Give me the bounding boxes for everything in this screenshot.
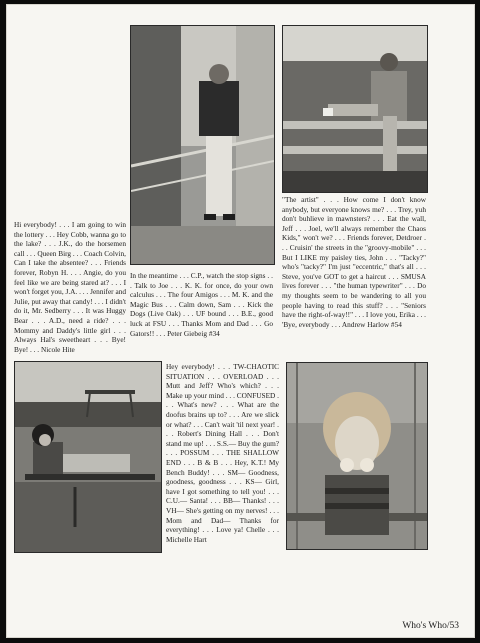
photo-andrew-harlow [282, 25, 428, 193]
blurb-andrew-harlow: "The artist" . . . How come I don't know anybody, but everyone knows me? . . . Trey, yuh don't buhlieve in mawnsters? . . . Eat the wall, Jeff . . . Joel, we'll always remember the Chaos Kids," won't we? . . . Friends forever, Detdroer . . . Cruisin' the streets in the "groovy-mobile" . . . But I LIKE my paisley ties, John . . . "Tacky?" who's "tacky?" I'm just "eccentric," that's all . . . Steve, you've GOT to get a haircut . . . SMUSA lives forever . . . "the human typewriter" . . . Do my thoughts seem to be wandering to all you people having to read this stuff? . . . "Seniors have the right-of-way!!" . . . I love you, Erika . . . 'Bye, everybody . . . Andrew Harlow #54 [282, 195, 426, 329]
yearbook-page [6, 4, 475, 638]
page-footer: Who's Who/53 [402, 621, 459, 631]
photo-michelle-hart-image [287, 363, 427, 549]
blurb-michelle-hart: Hey everybody! . . . TW-CHAOTIC SITUATION . . . OVERLOAD . . . Mutt and Jeff? Who's which? . . . Make up your mind . . . CONFUSED . . . What's new? . . . What are the doofus brains up to? . . . Are we slick or what? . . . Can't wait 'til next year! . . . Robert's Dining Hall . . . Don't stand me up! . . . S.S.— Buy the gum? . . . POSSUM . . . THE SHALLOW END . . . B & B . . . Hey, K.T.! My Bench Buddy! . . . SM— Goodness, goodness, goodness . . . KS— Girl, have I got something to tell you! . . . C.U.— Santa! . . . BB— Thanks! . . . VH— She's getting on my nerves! . . . Mom and Dad— Thanks for everything! . . . Love ya! Chelle . . . Michelle Hart [166, 362, 279, 544]
blurb-peter-giebeig: In the meantime . . . C.P., watch the stop signs . . . Talk to Joe . . . K. K. for once, do your own calculus . . . The four Amigos . . . M. K. and the Magic Bus . . . Calm down, Sam . . . Kick the Dogs (Live Oak) . . . UF bound . . . B.E., good luck at FSU . . . Thanks Mom and Dad . . . Go Gators!! . . . Peter Giebeig #34 [130, 271, 273, 338]
photo-peter-giebeig [130, 25, 275, 265]
photo-michelle-hart [286, 362, 428, 550]
photo-nicole-hite [14, 361, 162, 553]
photo-nicole-hite-image [15, 362, 161, 552]
photo-andrew-harlow-image [283, 26, 427, 192]
photo-peter-giebeig-image [131, 26, 274, 264]
blurb-nicole-hite: Hi everybody! . . . I am going to win the lottery . . . Hey Cobb, wanna go to the lake? . . . J.K., do the horsemen call . . . Queen Birg . . . Coach Colvin, Can I take the absentee? . . . Friends forever, Robyn H. . . . Angie, do you feel like we are being stared at? . . . I won't forget you, J.A. . . . Jennifer and Julie, put away that candy! . . . I didn't do it, Mr. Sedberry . . . It was Huggy Bear . . . A.D., need a ride? . . . Mommy and Daddy's little girl . . . Always Hal's sweetheart . . . Bye! Bye! . . . Nicole Hite [14, 220, 126, 354]
